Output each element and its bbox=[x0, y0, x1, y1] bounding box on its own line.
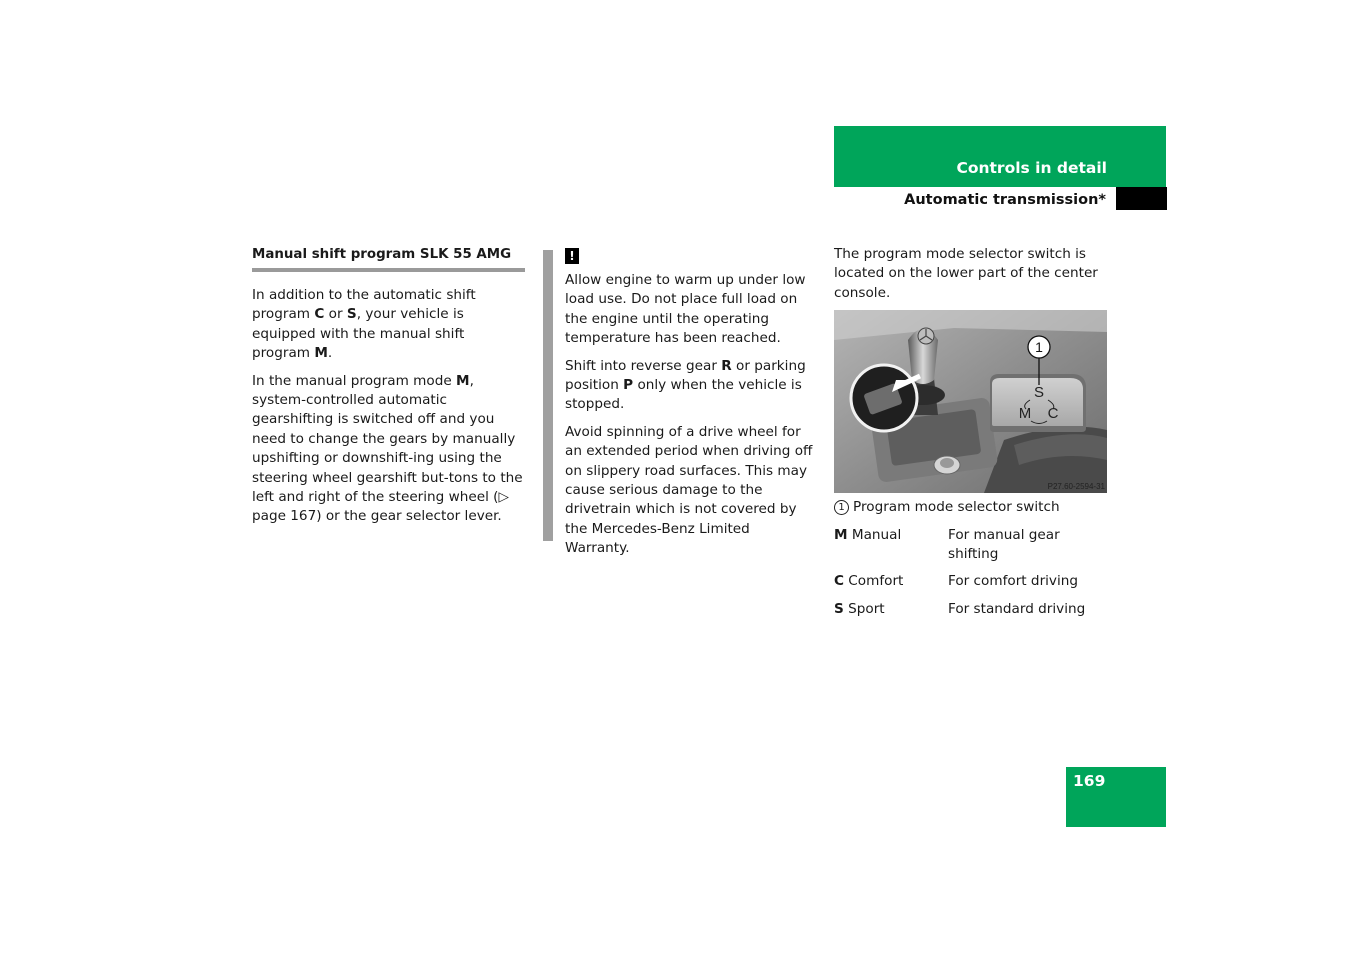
table-row bbox=[834, 572, 1114, 599]
mode-description: For standard driving bbox=[948, 600, 1086, 617]
mode-letter: S bbox=[834, 600, 844, 617]
text: , your vehicle is equipped with the manual shift program bbox=[252, 306, 465, 362]
warning-bar bbox=[543, 250, 553, 541]
mode-label: Comfort bbox=[843, 573, 904, 590]
warning-text: Avoid spinning of a drive wheel for an extended period when driving off on slippery road surfaces. This may cause serious damage to the drivetrain which is not covered by the Mercedes-Benz Limited Warranty. bbox=[565, 423, 813, 557]
mode-c: C bbox=[314, 306, 325, 323]
caption-text: Program mode selector switch bbox=[853, 499, 1060, 516]
warning-icon: ! bbox=[565, 248, 579, 264]
mode-description: For manual gear shifting bbox=[948, 526, 1060, 563]
mode-m: M bbox=[456, 372, 470, 389]
mode-description: For comfort driving bbox=[948, 573, 1078, 590]
table-row bbox=[834, 600, 1114, 627]
paragraph-manual-mode bbox=[252, 372, 525, 527]
mode-name bbox=[834, 600, 948, 627]
text: In the manual program mode bbox=[252, 372, 457, 389]
switch-label-m: M bbox=[1018, 405, 1032, 423]
mode-s: S bbox=[346, 306, 357, 323]
text: Shift into reverse gear bbox=[565, 357, 722, 374]
mode-name bbox=[834, 526, 948, 573]
warning-text: Allow engine to warm up under low load use. Do not place full load on the engine until the operating temperature has been reached. bbox=[565, 272, 806, 347]
callout-number-icon: 1 bbox=[834, 500, 849, 515]
mode-letter: C bbox=[834, 573, 844, 590]
mode-letter: M bbox=[834, 526, 848, 543]
page-number: 169 bbox=[1073, 772, 1106, 790]
console-illustration bbox=[834, 310, 1107, 493]
figure-code: P27.60-2594-31 bbox=[1047, 482, 1105, 492]
callout-number: 1 bbox=[1035, 339, 1043, 356]
switch-label-c: C bbox=[1047, 405, 1059, 423]
text: only when the vehicle is stopped. bbox=[565, 377, 802, 413]
mode-m: M bbox=[314, 345, 328, 362]
console-photo bbox=[834, 310, 1107, 493]
text: system-controlled automatic gearshifting is switched off and you need to change the gears by manually upshifting or downshift-ing using the steering wheel gearshift but-tons to the left and right of the steering wheel ( bbox=[252, 392, 523, 506]
section-title: Controls in detail bbox=[956, 159, 1107, 177]
right-column bbox=[834, 245, 1114, 627]
mode-table bbox=[834, 526, 1114, 628]
section-tab-marker bbox=[1116, 187, 1167, 210]
page-ref-arrow-icon: ▷ bbox=[498, 489, 509, 506]
text: or bbox=[324, 306, 347, 323]
warning-column bbox=[565, 245, 817, 567]
text: In addition to the automatic shift program bbox=[252, 287, 476, 323]
subsection-title: Automatic transmission* bbox=[904, 192, 1106, 208]
switch-label-s: S bbox=[1033, 384, 1045, 402]
gear-r: R bbox=[721, 357, 732, 374]
text: . bbox=[327, 345, 333, 362]
warning-text bbox=[565, 357, 817, 415]
section-heading: Manual shift program SLK 55 AMG bbox=[252, 245, 525, 272]
text: , bbox=[469, 372, 474, 389]
table-row bbox=[834, 526, 1114, 573]
text: page 167) or the gear selector lever. bbox=[252, 508, 502, 525]
left-column bbox=[252, 245, 525, 535]
mode-label: Sport bbox=[843, 600, 885, 617]
paragraph-intro bbox=[252, 286, 525, 364]
figure-caption bbox=[834, 498, 1114, 517]
gear-p: P bbox=[623, 377, 634, 394]
intro-text: The program mode selector switch is located on the lower part of the center console. bbox=[834, 246, 1098, 301]
mode-name bbox=[834, 572, 948, 599]
text: or parking position bbox=[565, 357, 806, 394]
mode-label: Manual bbox=[847, 526, 902, 543]
